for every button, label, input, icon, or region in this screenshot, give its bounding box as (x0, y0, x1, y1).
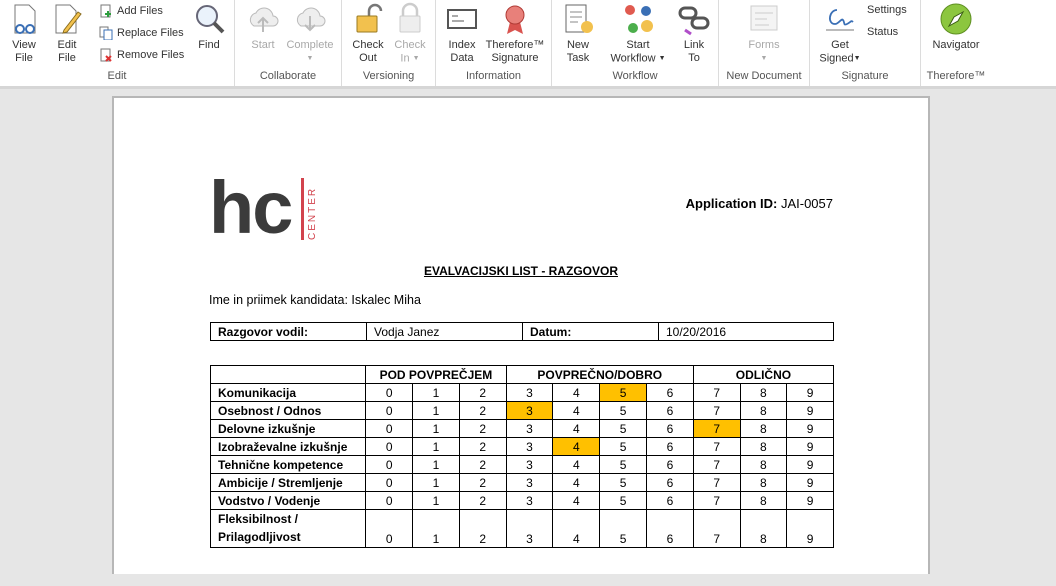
score-cell: 1 (413, 474, 460, 492)
score-cell: 2 (459, 402, 506, 420)
chevron-down-icon: ▼ (306, 55, 314, 62)
group-label-versioning: Versioning (362, 70, 415, 82)
score-cell: 2 (459, 384, 506, 402)
cloud-upload-icon (246, 2, 280, 36)
compass-icon (939, 2, 973, 36)
score-cell: 3 (506, 384, 553, 402)
score-cell: 1 (413, 438, 460, 456)
score-cell: 6 (647, 384, 694, 402)
unlock-icon (351, 2, 385, 36)
score-cell: 4 (553, 438, 600, 456)
candidate-name: Ime in priimek kandidata: Iskalec Miha (209, 293, 421, 307)
score-cell: 1 (413, 492, 460, 510)
score-cell: 1 (413, 402, 460, 420)
score-cell: 4 (553, 492, 600, 510)
criterion-label: Izobraževalne izkušnje (211, 438, 366, 456)
score-cell: 7 (693, 492, 740, 510)
ribbon-group-workflow (552, 0, 719, 86)
status-strip (0, 574, 1056, 586)
score-cell: 2 (459, 420, 506, 438)
form-icon (747, 2, 781, 36)
score-cell: 7 (693, 402, 740, 420)
score-cell: 9 (787, 456, 834, 474)
cloud-download-icon (293, 2, 327, 36)
score-cell: 9 (787, 402, 834, 420)
new-task-icon (561, 2, 595, 36)
score-cell: 4 (553, 456, 600, 474)
score-cell: 2 (459, 456, 506, 474)
score-cell: 7 (693, 474, 740, 492)
table-row (211, 438, 834, 456)
score-cell: 1 (413, 384, 460, 402)
header-excellent: ODLIČNO (693, 366, 833, 384)
view-file-icon (7, 2, 41, 36)
table-row (211, 456, 834, 474)
group-label-information: Information (465, 70, 522, 82)
document-viewer[interactable] (112, 96, 930, 574)
criterion-label: Komunikacija (211, 384, 366, 402)
score-cell: 2 (459, 438, 506, 456)
score-cell: 6 (647, 402, 694, 420)
score-cell: 6 (647, 438, 694, 456)
criterion-label: Osebnost / Odnos (211, 402, 366, 420)
company-logo: hc CENTER (209, 166, 318, 249)
score-cell: 3 (506, 510, 553, 548)
table-row (211, 402, 834, 420)
ribbon-group-versioning (342, 0, 436, 86)
evaluation-score-table (210, 365, 834, 548)
header-below-average: POD POVPREČJEM (366, 366, 506, 384)
application-id: Application ID: JAI-0057 (685, 196, 833, 211)
score-cell: 8 (740, 384, 787, 402)
lock-icon (393, 2, 427, 36)
table-row (211, 384, 834, 402)
check-in-button[interactable]: Check In ▼ (390, 2, 430, 65)
find-button[interactable]: Find (190, 2, 228, 52)
score-cell: 1 (413, 510, 460, 548)
ribbon-group-signature (810, 0, 921, 86)
ribbon-group-edit (0, 0, 235, 86)
edit-file-button[interactable]: Edit File (48, 2, 86, 65)
ribbon-group-new-document (719, 0, 810, 86)
score-cell: 7 (693, 438, 740, 456)
score-cell: 0 (366, 384, 413, 402)
chevron-down-icon: ▼ (760, 55, 768, 62)
score-cell: 2 (459, 474, 506, 492)
group-label-collaborate: Collaborate (259, 70, 317, 82)
score-cell: 5 (600, 474, 647, 492)
replace-files-icon (99, 26, 113, 40)
score-cell: 2 (459, 492, 506, 510)
link-icon (677, 2, 711, 36)
interviewer-label: Razgovor vodil: (211, 323, 367, 341)
score-header-row (211, 366, 834, 384)
score-cell: 3 (506, 402, 553, 420)
forms-button[interactable]: Forms ▼ (744, 2, 784, 65)
navigator-button[interactable]: Navigator (927, 2, 985, 52)
ribbon-group-therefore (921, 0, 991, 86)
index-data-icon (445, 2, 479, 36)
group-label-workflow: Workflow (612, 70, 658, 82)
date-value: 10/20/2016 (659, 323, 834, 341)
score-cell: 7 (693, 420, 740, 438)
score-cell: 9 (787, 438, 834, 456)
score-cell: 9 (787, 474, 834, 492)
score-cell: 0 (366, 510, 413, 548)
score-cell: 6 (647, 510, 694, 548)
score-cell: 0 (366, 438, 413, 456)
score-cell: 8 (740, 420, 787, 438)
score-cell: 5 (600, 438, 647, 456)
workflow-icon (621, 2, 655, 36)
signature-status-button[interactable]: Status (867, 26, 899, 38)
score-cell: 5 (600, 384, 647, 402)
view-file-button[interactable]: View File (4, 2, 44, 65)
interview-info-table (210, 322, 834, 341)
start-workflow-button[interactable]: Start Workflow ▼ (608, 2, 668, 65)
score-cell: 3 (506, 438, 553, 456)
table-row (211, 474, 834, 492)
ribbon-group-information (436, 0, 552, 86)
remove-files-icon (99, 48, 113, 62)
search-icon (192, 2, 226, 36)
interviewer-value: Vodja Janez (367, 323, 523, 341)
group-label-edit: Edit (107, 70, 127, 82)
score-cell: 7 (693, 510, 740, 548)
score-cell: 3 (506, 492, 553, 510)
chevron-down-icon: ▼ (658, 55, 666, 62)
score-cell: 6 (647, 474, 694, 492)
table-row (211, 510, 834, 548)
check-out-button[interactable]: Check Out (348, 2, 388, 65)
score-cell: 0 (366, 474, 413, 492)
criterion-label: Delovne izkušnje (211, 420, 366, 438)
score-cell: 1 (413, 456, 460, 474)
signature-settings-button[interactable]: Settings (867, 4, 907, 16)
date-label: Datum: (523, 323, 659, 341)
get-signed-button[interactable]: Get Signed▼ (818, 2, 862, 65)
start-button[interactable]: Start (241, 2, 285, 52)
score-cell: 5 (600, 456, 647, 474)
score-cell: 5 (600, 492, 647, 510)
criterion-label: Vodstvo / Vodenje (211, 492, 366, 510)
score-cell: 3 (506, 474, 553, 492)
score-cell: 9 (787, 420, 834, 438)
score-cell: 6 (647, 492, 694, 510)
score-cell: 9 (787, 510, 834, 548)
score-cell: 4 (553, 384, 600, 402)
score-cell: 8 (740, 492, 787, 510)
criterion-label: Ambicije / Stremljenje (211, 474, 366, 492)
criterion-label: Fleksibilnost / Prilagodljivost (211, 510, 366, 548)
table-row (211, 420, 834, 438)
score-cell: 7 (693, 384, 740, 402)
signature-icon (823, 2, 857, 36)
criterion-label: Tehnične kompetence (211, 456, 366, 474)
complete-button[interactable]: Complete ▼ (285, 2, 335, 65)
new-task-button[interactable]: New Task (558, 2, 598, 65)
score-cell: 0 (366, 420, 413, 438)
score-cell: 8 (740, 510, 787, 548)
add-files-icon (99, 4, 113, 18)
index-data-button[interactable]: Index Data (442, 2, 482, 65)
remove-files-button[interactable]: Remove Files (99, 48, 184, 62)
score-cell: 4 (553, 510, 600, 548)
score-cell: 1 (413, 420, 460, 438)
group-label-new-document: New Document (726, 70, 802, 82)
score-cell: 9 (787, 384, 834, 402)
seal-icon (498, 2, 532, 36)
score-cell: 0 (366, 492, 413, 510)
replace-files-button[interactable]: Replace Files (99, 26, 184, 40)
chevron-down-icon: ▼ (412, 55, 420, 62)
score-cell: 4 (553, 402, 600, 420)
score-cell: 7 (693, 456, 740, 474)
score-cell: 2 (459, 510, 506, 548)
score-cell: 9 (787, 492, 834, 510)
score-cell: 8 (740, 402, 787, 420)
score-cell: 4 (553, 420, 600, 438)
ribbon-divider (0, 86, 1056, 89)
score-cell: 8 (740, 438, 787, 456)
score-cell: 4 (553, 474, 600, 492)
score-cell: 5 (600, 402, 647, 420)
link-to-button[interactable]: Link To (674, 2, 714, 65)
group-label-therefore: Therefore™ (926, 70, 986, 82)
score-cell: 5 (600, 420, 647, 438)
ribbon-group-collaborate (235, 0, 342, 86)
score-cell: 3 (506, 456, 553, 474)
score-cell: 8 (740, 474, 787, 492)
score-cell: 6 (647, 456, 694, 474)
score-cell: 8 (740, 456, 787, 474)
score-cell: 5 (600, 510, 647, 548)
score-cell: 0 (366, 402, 413, 420)
therefore-signature-button[interactable]: Therefore™ Signature (484, 2, 546, 65)
header-average-good: POVPREČNO/DOBRO (506, 366, 693, 384)
ribbon-toolbar (0, 0, 1056, 87)
chevron-down-icon: ▼ (853, 55, 861, 62)
document-title: EVALVACIJSKI LIST - RAZGOVOR (423, 264, 618, 278)
score-cell: 3 (506, 420, 553, 438)
score-cell: 6 (647, 420, 694, 438)
table-row (211, 492, 834, 510)
group-label-signature: Signature (841, 70, 889, 82)
edit-file-icon (50, 2, 84, 36)
add-files-button[interactable]: Add Files (99, 4, 163, 18)
score-cell: 0 (366, 456, 413, 474)
